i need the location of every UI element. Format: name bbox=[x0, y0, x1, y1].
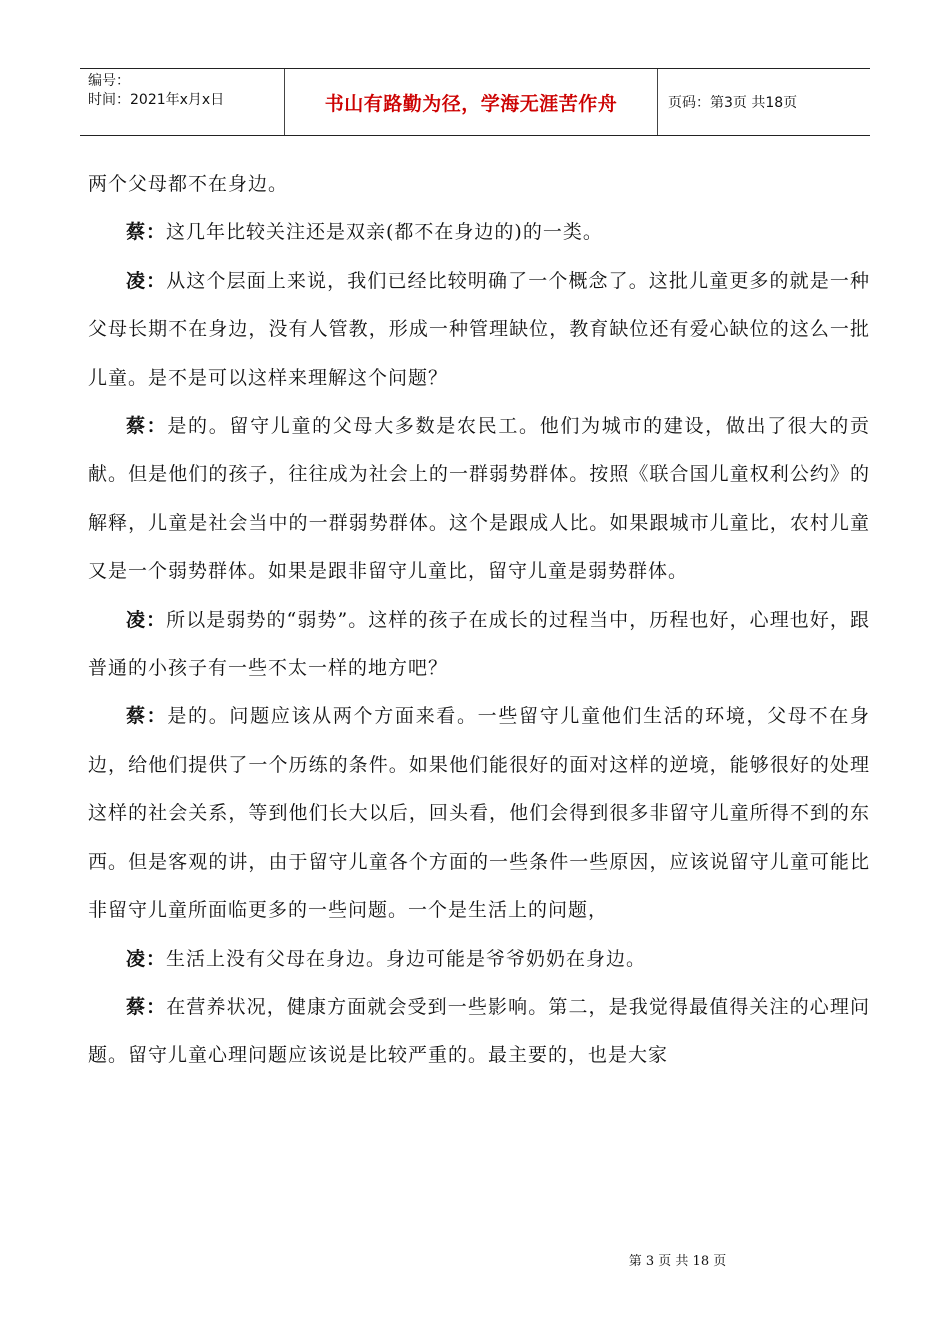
document-number-label: 编号： bbox=[88, 73, 130, 89]
speaker-label: 蔡： bbox=[126, 415, 168, 438]
document-body bbox=[88, 160, 870, 1080]
speaker-label: 蔡： bbox=[126, 995, 167, 1018]
paragraph-text: 生活上没有父母在身边。身边可能是爷爷奶奶在身边。 bbox=[166, 947, 647, 970]
speaker-label: 凌： bbox=[126, 608, 167, 631]
paragraph-text: 是的。留守儿童的父母大多数是农民工。他们为城市的建设，做出了很大的贡献。但是他们的孩子，往往成为社会上的一群弱势群体。按照《联合国儿童权利公约》的解释，儿童是社会当中的一群弱势群体。这个是跟成人比。如果跟城市儿童比，农村儿童又是一个弱势群体。如果是跟非留守儿童比，留守儿童是弱势群体。 bbox=[88, 415, 870, 583]
speaker-label: 凌： bbox=[126, 947, 167, 970]
paragraph-text: 所以是弱势的“弱势”。这样的孩子在成长的过程当中，历程也好，心理也好，跟普通的小孩子有一些不太一样的地方吧？ bbox=[88, 608, 870, 680]
paragraph bbox=[88, 692, 870, 934]
speaker-label: 蔡： bbox=[126, 705, 168, 728]
paragraph bbox=[88, 208, 870, 256]
paragraph-text: 是的。问题应该从两个方面来看。一些留守儿童他们生活的环境，父母不在身边，给他们提供了一个历练的条件。如果他们能很好的面对这样的逆境，能够很好的处理这样的社会关系，等到他们长大以后，回头看，他们会得到很多非留守儿童所得不到的东西。但是客观的讲，由于留守儿童各个方面的一些条件一些原因，应该说留守儿童可能比非留守儿童所面临更多的一些问题。一个是生活上的问题， bbox=[88, 705, 870, 922]
paragraph-text: 两个父母都不在身边。 bbox=[88, 173, 289, 195]
page-footer: 第 3 页 共 18 页 bbox=[628, 1254, 727, 1269]
header-page-label: 页码：第3页 共18页 bbox=[668, 95, 798, 111]
page-header bbox=[80, 68, 870, 136]
speaker-label: 蔡： bbox=[126, 221, 167, 244]
header-motto: 书山有路勤为径，学海无涯苦作舟 bbox=[284, 69, 658, 135]
paragraph-text: 这几年比较关注还是双亲(都不在身边的)的一类。 bbox=[166, 221, 603, 244]
paragraph bbox=[88, 596, 870, 693]
paragraph bbox=[88, 257, 870, 402]
document-date-label: 时间：2021年x月x日 bbox=[88, 92, 225, 108]
paragraph-text: 在营养状况，健康方面就会受到一些影响。第二，是我觉得最值得关注的心理问题。留守儿童心理问题应该说是比较严重的。最主要的，也是大家 bbox=[88, 995, 870, 1067]
header-meta bbox=[80, 69, 284, 135]
paragraph bbox=[88, 935, 870, 983]
paragraph bbox=[88, 160, 870, 208]
paragraph bbox=[88, 402, 870, 596]
paragraph-text: 从这个层面上来说，我们已经比较明确了一个概念了。这批儿童更多的就是一种父母长期不在身边，没有人管教，形成一种管理缺位，教育缺位还有爱心缺位的这么一批儿童。是不是可以这样来理解这个问题？ bbox=[88, 269, 870, 389]
paragraph bbox=[88, 983, 870, 1080]
speaker-label: 凌： bbox=[126, 269, 167, 292]
